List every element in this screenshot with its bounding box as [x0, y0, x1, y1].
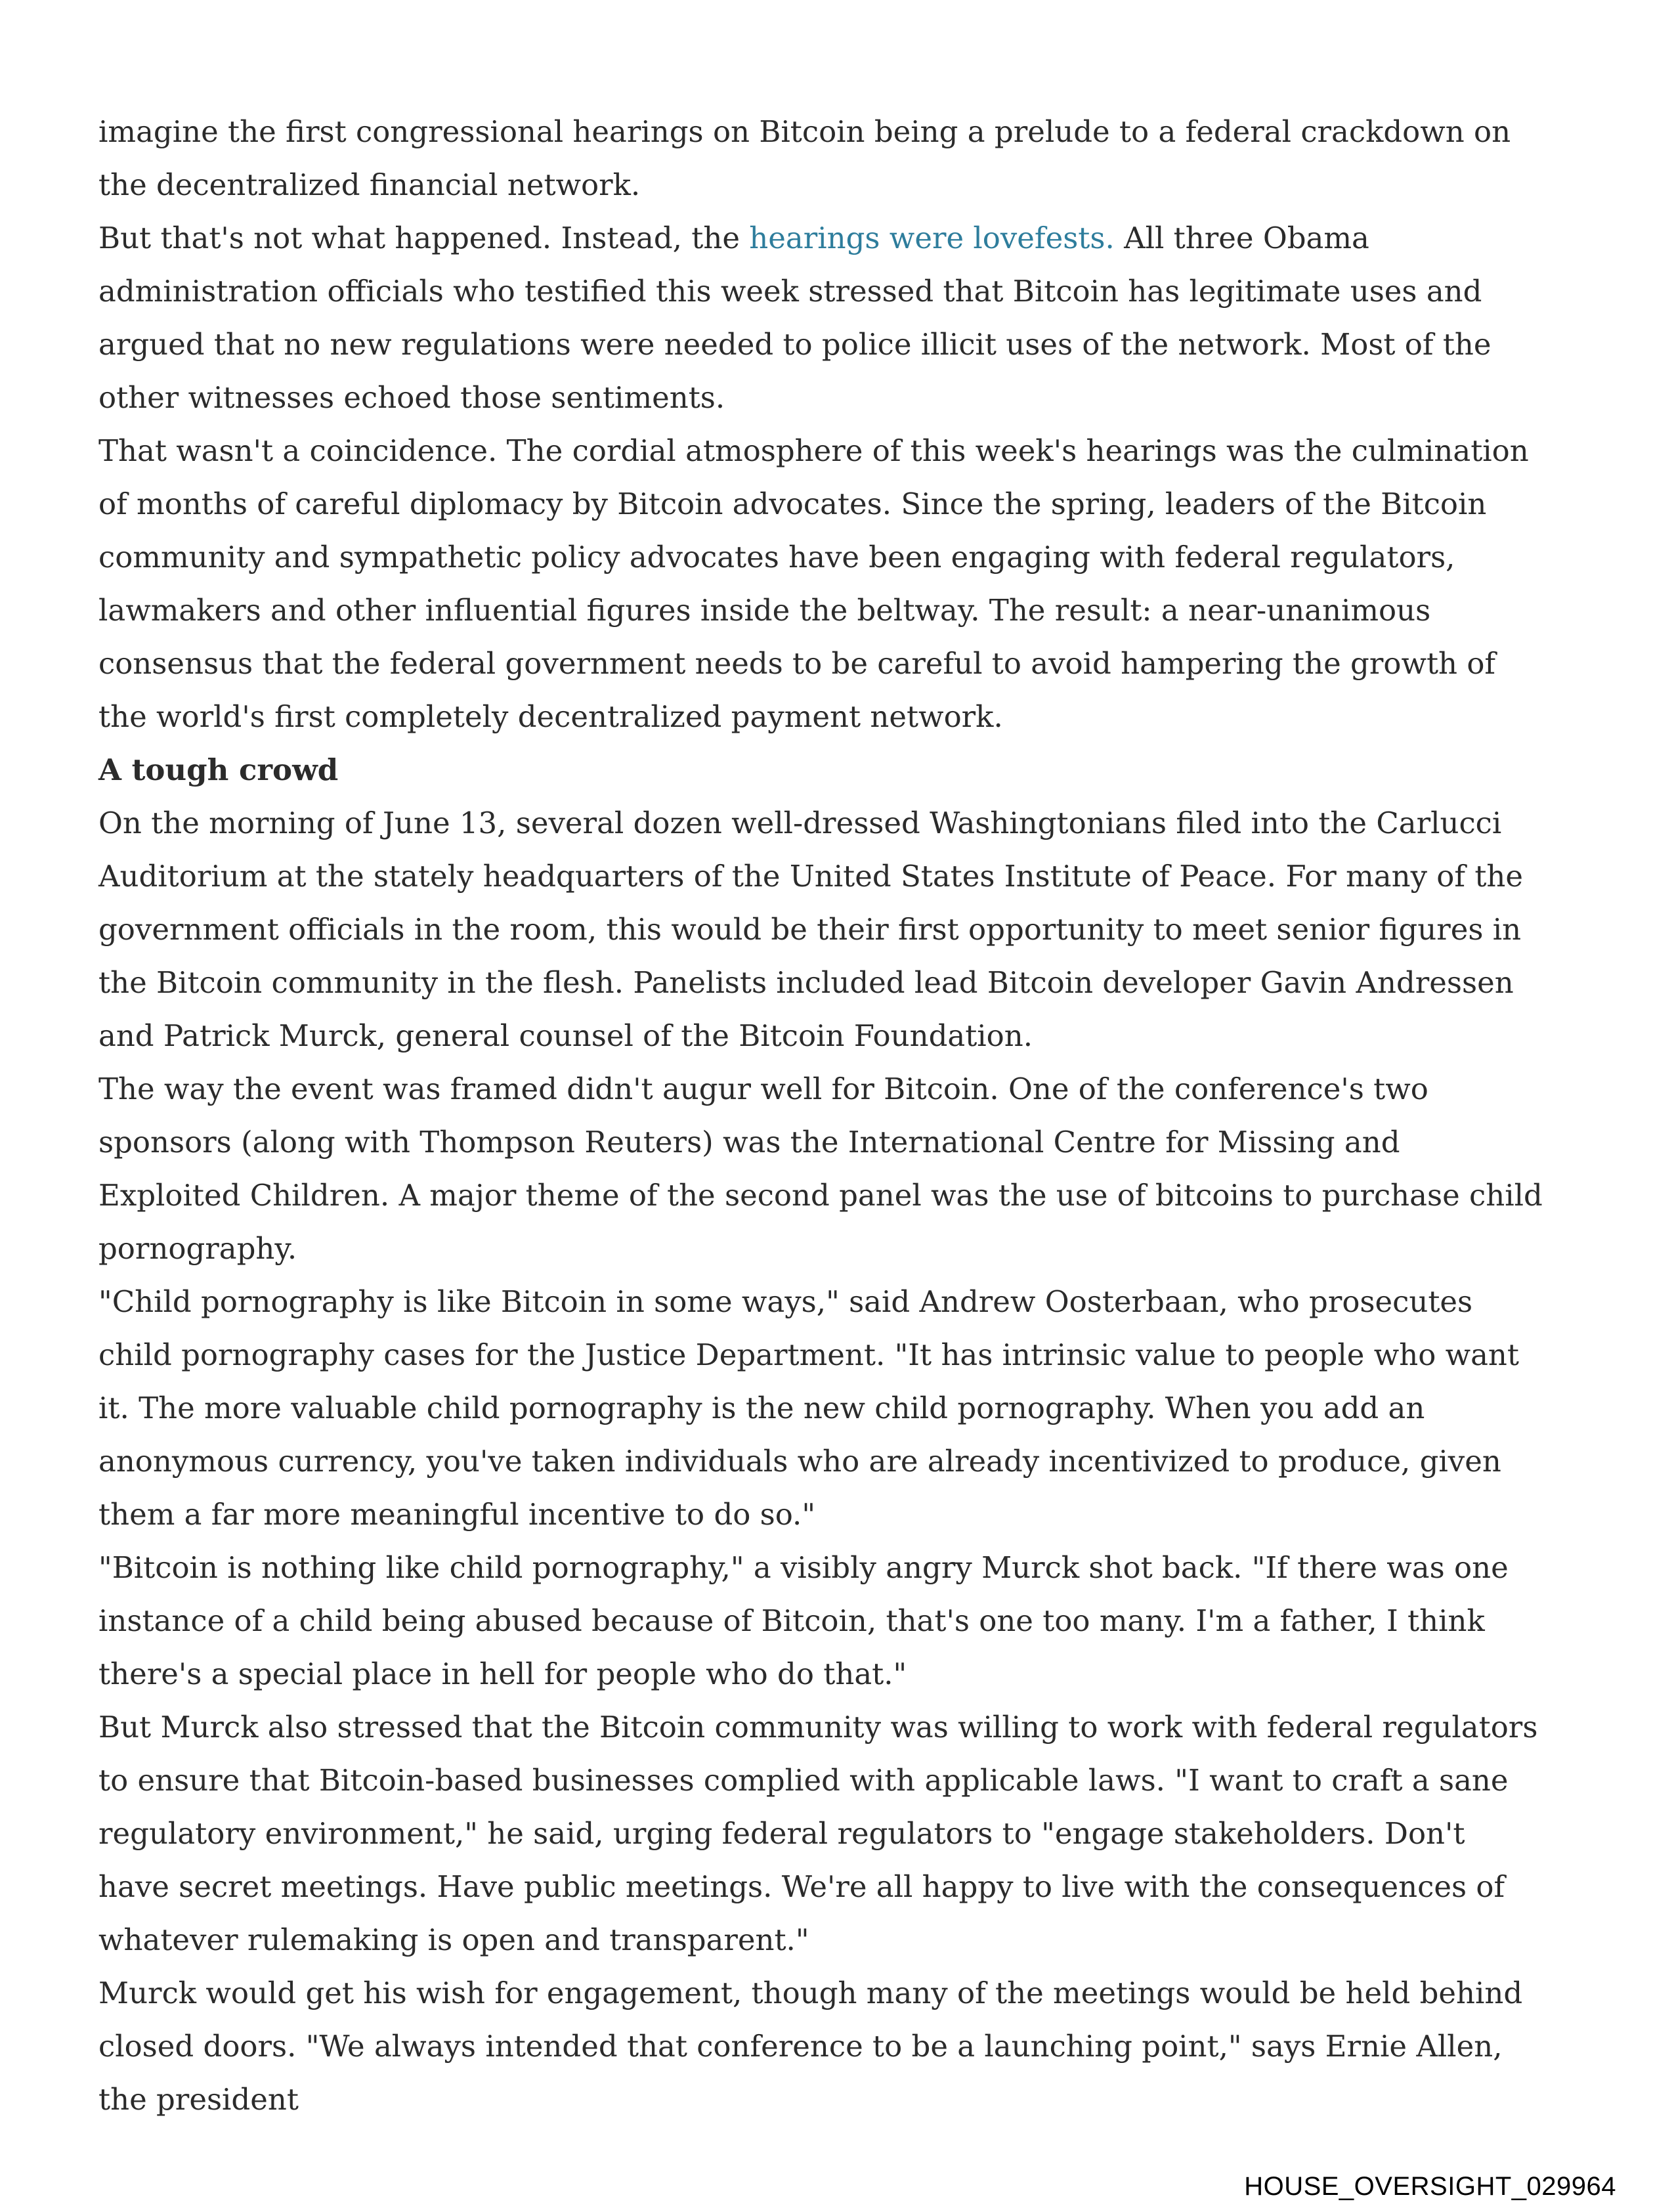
- article-body: [98, 105, 1543, 2126]
- text-segment: Murck would get his wish for engagement, though many of the meetings would be held behind closed doors. "We always intended that conference to be a launching point," says Ernie Allen, the president: [98, 1976, 1523, 2117]
- article-paragraph: [98, 1062, 1543, 1275]
- article-paragraph: [98, 1701, 1543, 1966]
- article-paragraph: [98, 424, 1543, 743]
- article-paragraph: [98, 796, 1543, 1062]
- article-paragraph: [98, 105, 1543, 211]
- article-paragraph: [98, 1541, 1543, 1701]
- text-segment: "Bitcoin is nothing like child pornography," a visibly angry Murck shot back. "If there was one instance of a child being abused because of Bitcoin, that's one too many. I'm a father, I think there's a special place in hell for people who do that.": [98, 1550, 1509, 1691]
- text-segment: imagine the first congressional hearings on Bitcoin being a prelude to a federal crackdown on the decentralized financial network.: [98, 114, 1511, 202]
- text-segment: That wasn't a coincidence. The cordial atmosphere of this week's hearings was the culmination of months of careful diplomacy by Bitcoin advocates. Since the spring, leaders of the Bitcoin community and sympathetic policy advocates have been engaging with federal regulators, lawmakers and other influential figures inside the beltway. The result: a near-unanimous consensus that the federal government needs to be careful to avoid hampering the growth of the world's first completely decentralized payment network.: [98, 433, 1529, 734]
- article-paragraph: [98, 1275, 1543, 1541]
- text-segment: But that's not what happened. Instead, the: [98, 221, 750, 255]
- text-segment: On the morning of June 13, several dozen well-dressed Washingtonians filed into the Carlucci Auditorium at the stately headquarters of the United States Institute of Peace. For many of the government officials in the room, this would be their first opportunity to meet senior figures in the Bitcoin community in the flesh. Panelists included lead Bitcoin developer Gavin Andressen and Patrick Murck, general counsel of the Bitcoin Foundation.: [98, 806, 1524, 1053]
- section-heading: [98, 743, 1543, 796]
- text-segment: The way the event was framed didn't augur well for Bitcoin. One of the conference's two sponsors (along with Thompson Reuters) was the International Centre for Missing and Exploited Children. A major theme of the second panel was the use of bitcoins to purchase child pornography.: [98, 1072, 1543, 1266]
- article-paragraph: [98, 1966, 1543, 2126]
- text-segment: "Child pornography is like Bitcoin in some ways," said Andrew Oosterbaan, who prosecutes child pornography cases for the Justice Department. "It has intrinsic value to people who want it. The more valuable child pornography is the new child pornography. When you add an anonymous currency, you've taken individuals who are already incentivized to produce, given them a far more meaningful incentive to do so.": [98, 1284, 1519, 1532]
- text-segment: But Murck also stressed that the Bitcoin community was willing to work with federal regulators to ensure that Bitcoin-based businesses complied with applicable laws. "I want to craft a sane regulatory environment," he said, urging federal regulators to "engage stakeholders. Don't have secret meetings. Have public meetings. We're all happy to live with the consequences of whatever rulemaking is open and transparent.": [98, 1710, 1538, 1957]
- text-segment: All three Obama administration officials who testified this week stressed that Bitcoin has legitimate uses and argued that no new regulations were needed to police illicit uses of the network. Most of the other witnesses echoed those sentiments.: [98, 221, 1492, 415]
- article-link[interactable]: hearings were lovefests.: [749, 221, 1115, 255]
- bates-number: HOUSE_OVERSIGHT_029964: [1244, 2172, 1616, 2201]
- article-paragraph: [98, 211, 1543, 424]
- text-segment: A tough crowd: [98, 752, 339, 787]
